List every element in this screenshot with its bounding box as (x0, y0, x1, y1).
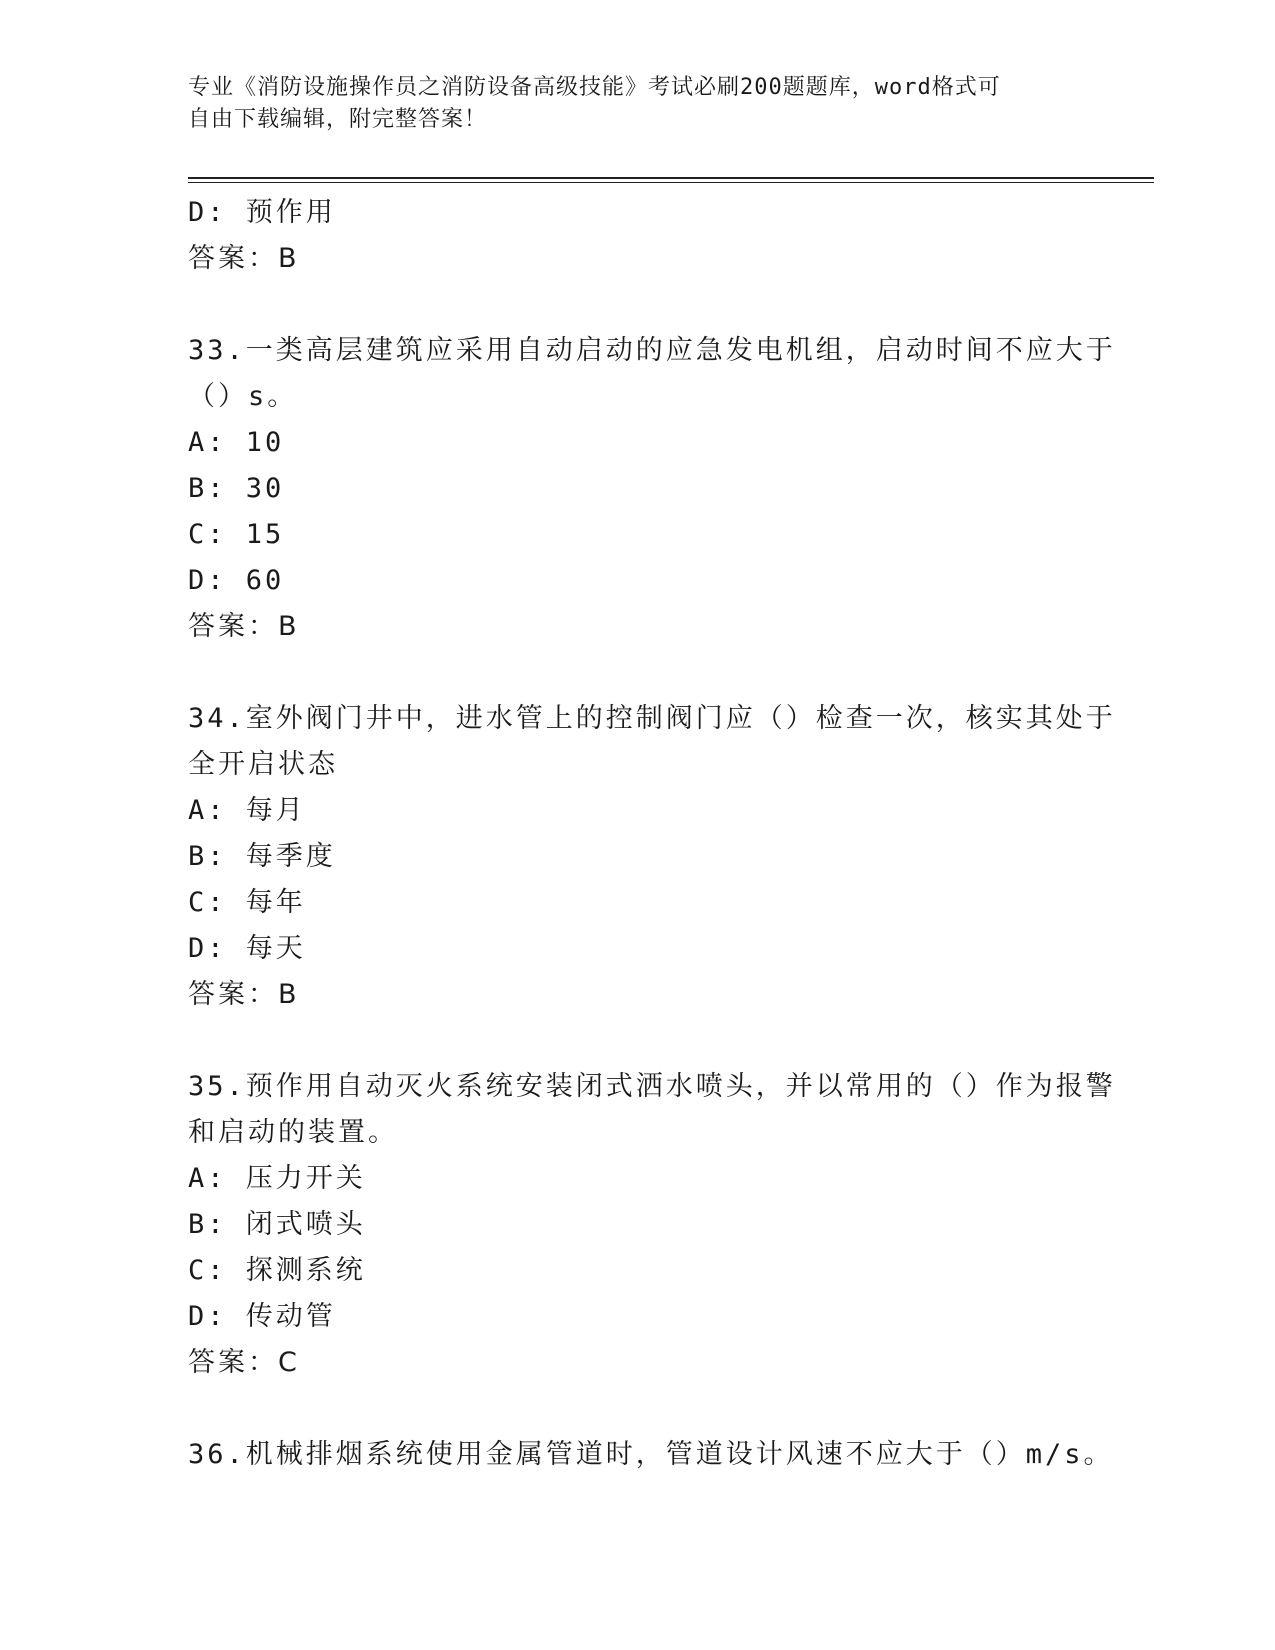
question-stem: 33.一类高层建筑应采用自动启动的应急发电机组，启动时间不应大于 (188, 335, 1116, 366)
option-d: D: 60 (188, 565, 285, 596)
option-d: D: 预作用 (188, 197, 336, 228)
question-stem-continued: （）s。 (188, 381, 298, 412)
header-divider-thick (188, 177, 1154, 179)
option-b: B: 30 (188, 473, 285, 504)
question-stem-continued: 全开启状态 (188, 749, 338, 780)
spacer (188, 1386, 1088, 1432)
header-title-line-2: 自由下载编辑，附完整答案！ (188, 107, 488, 132)
option-a: A: 10 (188, 427, 285, 458)
header-title-line-1: 专业《消防设施操作员之消防设备高级技能》考试必刷200题题库，word格式可 (188, 75, 1001, 100)
question-stem: 35.预作用自动灭火系统安装闭式洒水喷头，并以常用的（）作为报警 (188, 1071, 1116, 1102)
answer-line: 答案：C (188, 1347, 300, 1378)
spacer (188, 282, 1088, 328)
option-b: B: 每季度 (188, 841, 336, 872)
question-33 (188, 328, 1116, 650)
answer-line: 答案：B (188, 979, 300, 1010)
header-divider-thin (188, 182, 1154, 183)
option-c: C: 每年 (188, 887, 306, 918)
option-d: D: 传动管 (188, 1301, 336, 1332)
option-b: B: 闭式喷头 (188, 1209, 366, 1240)
question-36 (188, 1432, 1114, 1478)
option-d: D: 每天 (188, 933, 306, 964)
spacer (188, 650, 1088, 696)
option-a: A: 每月 (188, 795, 306, 826)
option-c: C: 探测系统 (188, 1255, 366, 1286)
question-32-tail (188, 190, 1088, 282)
document-body (188, 190, 1116, 1478)
answer-line: 答案：B (188, 611, 300, 642)
option-a: A: 压力开关 (188, 1163, 366, 1194)
question-stem: 36.机械排烟系统使用金属管道时，管道设计风速不应大于（）m/s。 (188, 1439, 1114, 1470)
document-header (188, 72, 1068, 136)
question-stem: 34.室外阀门井中，进水管上的控制阀门应（）检查一次，核实其处于 (188, 703, 1116, 734)
question-35 (188, 1064, 1116, 1386)
answer-line: 答案：B (188, 243, 300, 274)
question-34 (188, 696, 1116, 1018)
spacer (188, 1018, 1088, 1064)
question-stem-continued: 和启动的装置。 (188, 1117, 398, 1148)
option-c: C: 15 (188, 519, 285, 550)
